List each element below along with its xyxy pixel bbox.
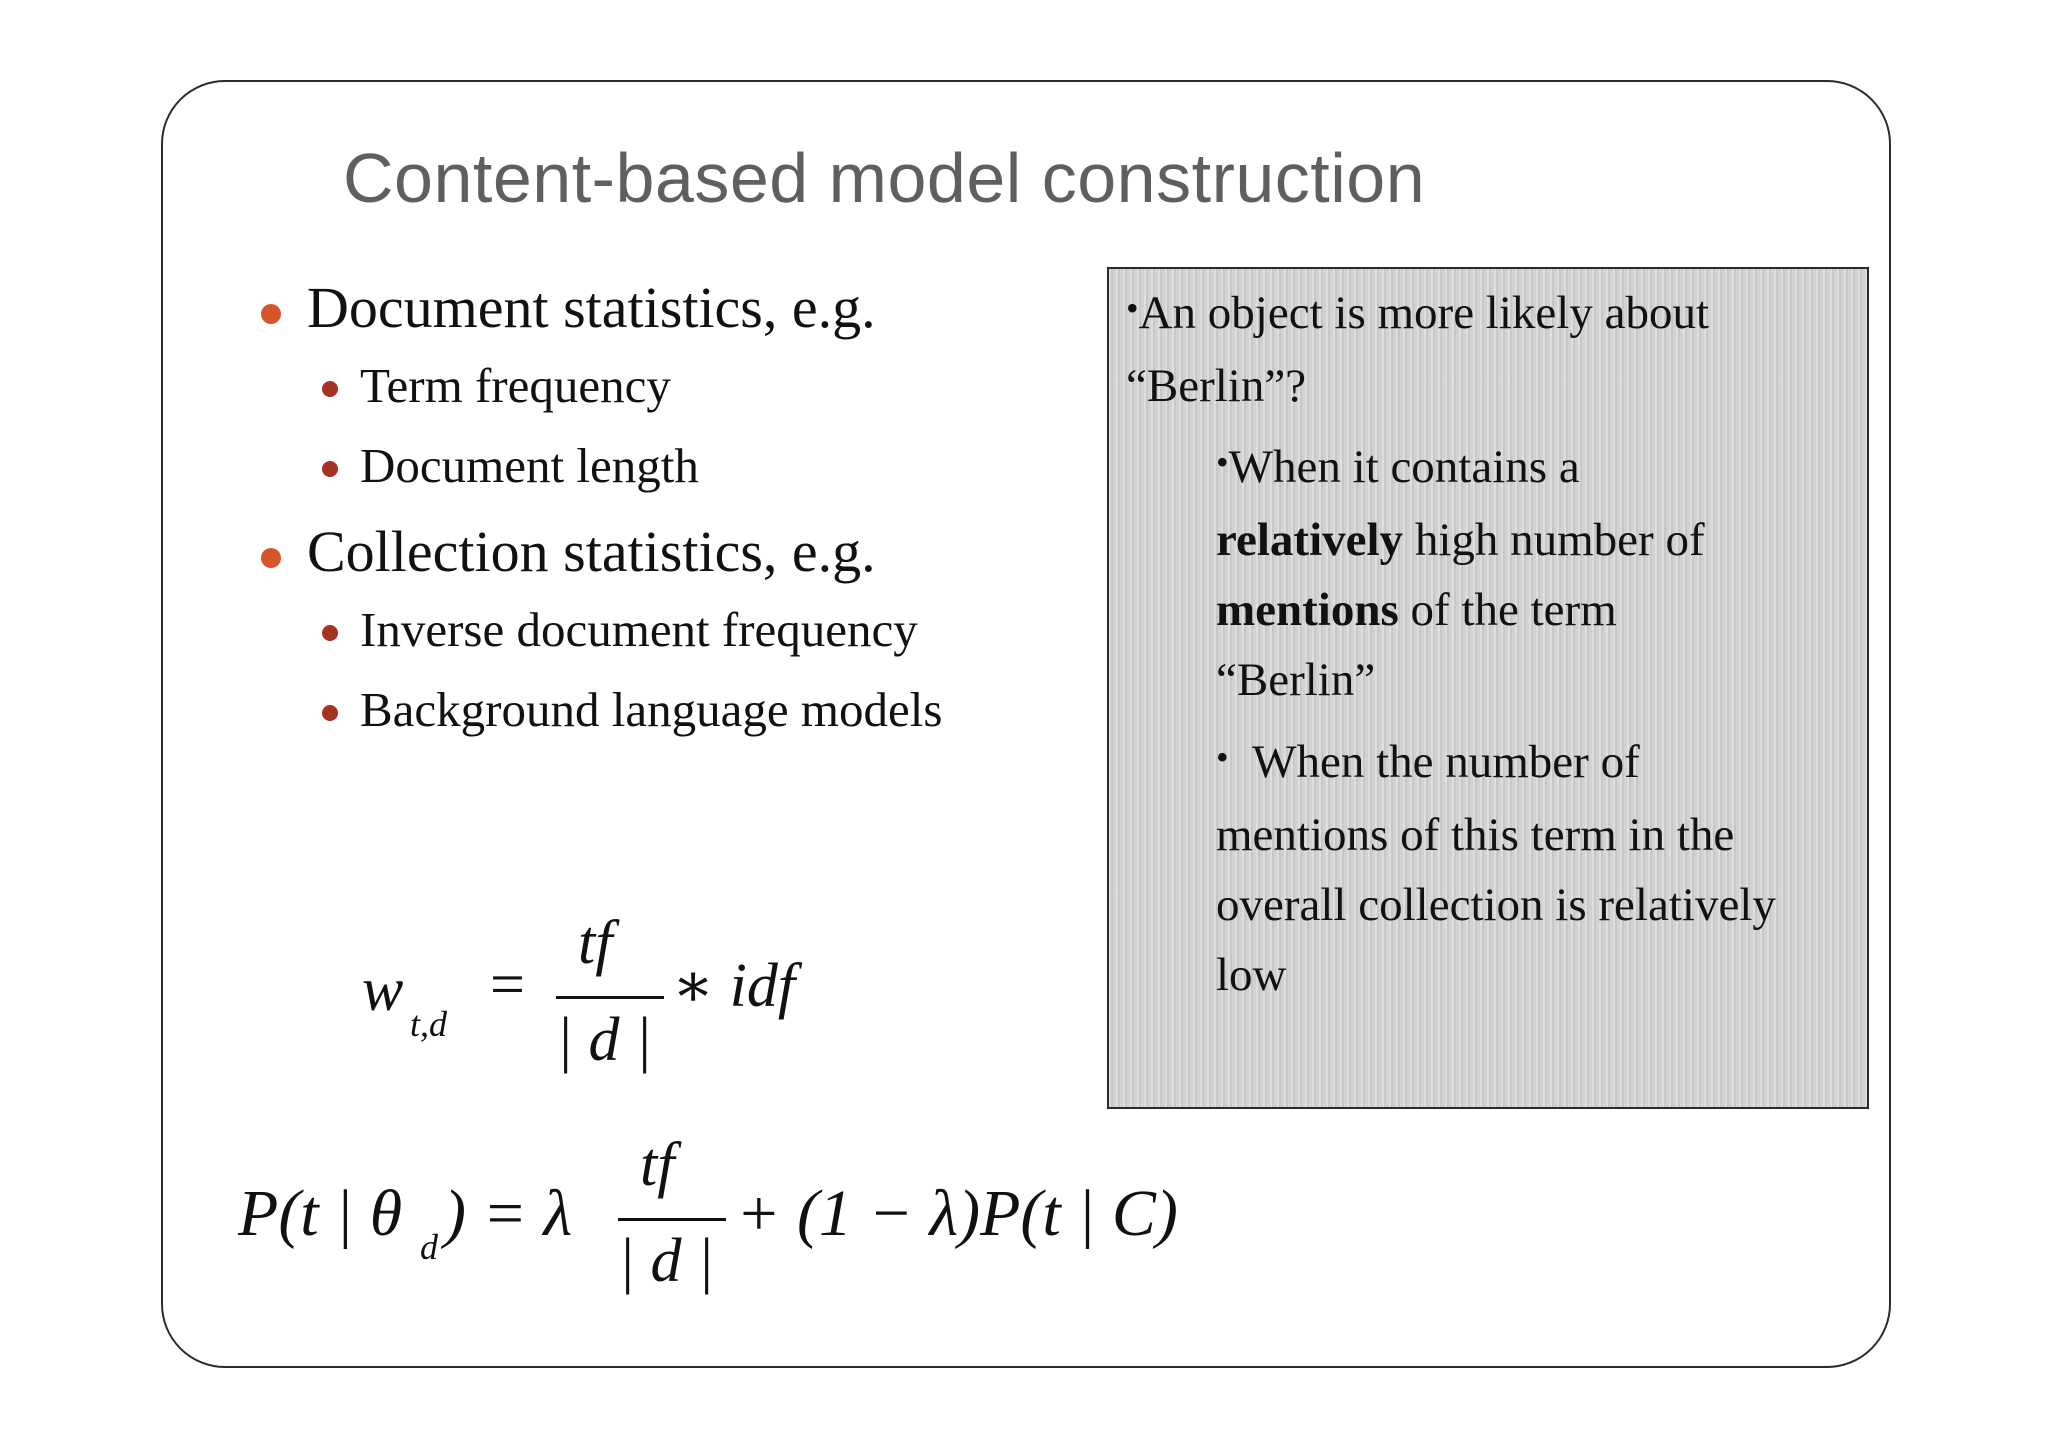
formula1-numerator: tf [578, 909, 613, 977]
formula1-lhs: w [362, 956, 404, 1024]
bullet-dot-icon [261, 548, 281, 568]
note-sub1-line2: high number of [1403, 514, 1705, 566]
note-main-line1: An object is more likely about [1138, 287, 1710, 339]
note-bullet-glyph: • [1126, 288, 1139, 328]
bullet-list [255, 270, 1055, 750]
formula2-lhs: P(t | θ [238, 1177, 403, 1250]
note-sub1-bold-relatively: relatively [1216, 514, 1404, 566]
formula2-numerator: tf [640, 1131, 675, 1199]
formula1-fraction-bar [556, 996, 664, 999]
note-sub2-line3: overall collection is relatively [1216, 879, 1776, 931]
note-sub-bullet-2 [1216, 727, 1856, 1010]
sub-bullet-text: Term frequency [360, 358, 671, 413]
bullet-text: Document statistics, e.g. [307, 275, 876, 340]
note-bullet-glyph: • [1216, 737, 1229, 777]
sub-bullet-dot-icon [322, 381, 338, 397]
note-sub1-line3: of the term [1398, 584, 1617, 636]
sub-bullet-dot-icon [322, 461, 338, 477]
note-sub2-line1: When the number of [1252, 736, 1640, 788]
formula2-denominator: | d | [618, 1227, 715, 1295]
slide-title: Content-based model construction [343, 139, 1426, 217]
formula1-lhs-subscript: t,d [410, 1004, 448, 1044]
note-sub-bullet-1 [1216, 432, 1856, 715]
note-sub1-line4: “Berlin” [1216, 654, 1376, 706]
note-sub1-line1: When it contains a [1228, 441, 1580, 493]
note-sub1-bold-mentions: mentions [1216, 584, 1399, 636]
sub-bullet-dot-icon [322, 705, 338, 721]
sub-bullet-document-length [255, 426, 1055, 506]
bullet-collection-statistics [255, 514, 1055, 590]
sub-bullet-term-frequency [255, 346, 1055, 426]
formula2-lhs-subscript: d [420, 1227, 438, 1267]
bullet-text: Collection statistics, e.g. [307, 519, 876, 584]
bullet-dot-icon [261, 304, 281, 324]
sub-bullet-background-language-models [255, 670, 1055, 750]
sub-bullet-inverse-document-frequency [255, 590, 1055, 670]
formula2-lambda: ) = λ [444, 1177, 573, 1250]
sub-bullet-text: Document length [360, 438, 699, 493]
formula1-denominator: | d | [556, 1006, 653, 1074]
note-main-bullet [1126, 278, 1846, 421]
formula1-rest: ∗ idf [672, 952, 796, 1020]
note-main-line2: “Berlin”? [1126, 360, 1307, 412]
note-sub2-line2: mentions of this term in the [1216, 809, 1735, 861]
formula1-equals: = [490, 951, 525, 1019]
formula2-fraction-bar [618, 1218, 726, 1221]
note-bullet-glyph: • [1216, 442, 1229, 482]
formula2-rest: + (1 − λ)P(t | C) [736, 1177, 1178, 1250]
sub-bullet-text: Background language models [360, 682, 943, 737]
sub-bullet-dot-icon [322, 625, 338, 641]
sub-bullet-text: Inverse document frequency [360, 602, 918, 657]
note-sub2-line4: low [1216, 949, 1287, 1001]
bullet-document-statistics [255, 270, 1055, 346]
